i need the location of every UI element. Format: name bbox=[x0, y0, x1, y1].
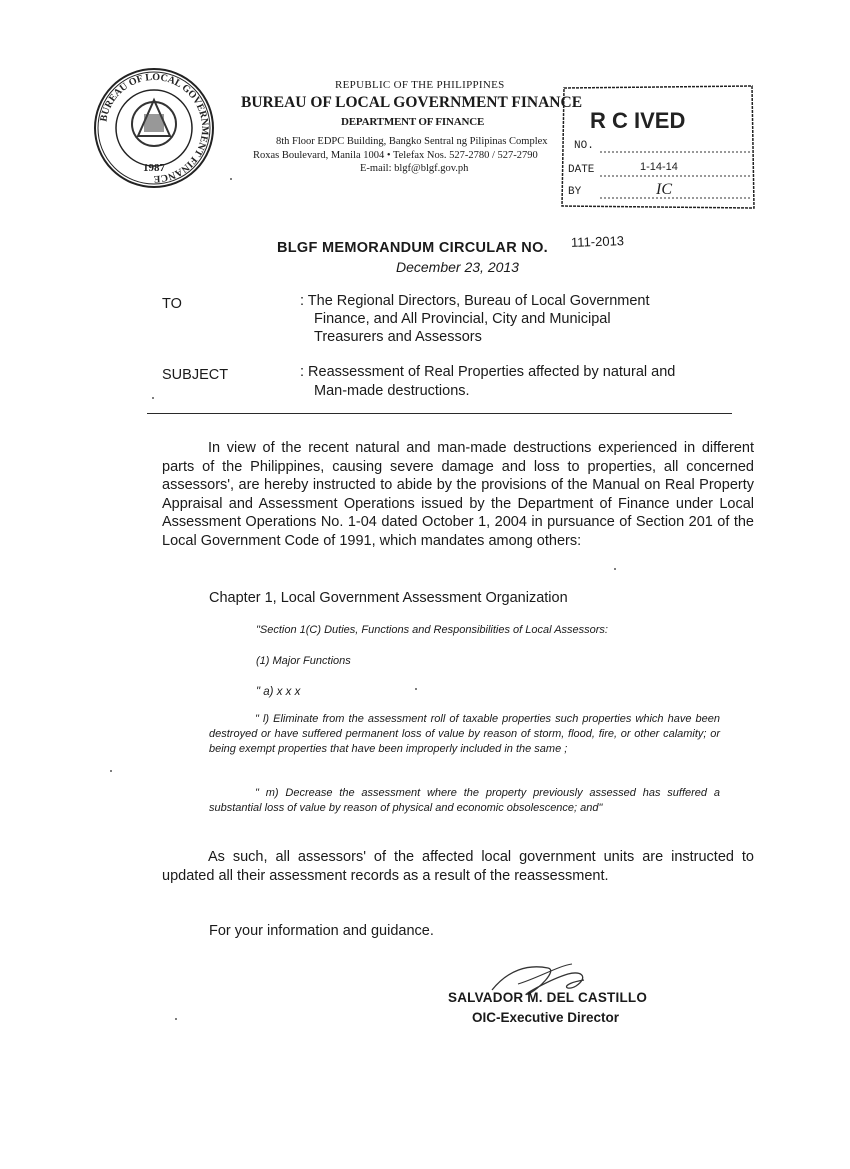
item-l: " l) Eliminate from the assessment roll of taxable properties such properties which have been destroyed or have suffered permanent loss of value by reason of storm, flood, fire, or other calamity; or being exempt properties that have been improperly included in the same ; bbox=[209, 713, 720, 755]
intro-paragraph: In view of the recent natural and man-made destructions experienced in different parts of the Philippines, causing severe damage and loss to properties, all concerned assessors', are hereby instructed to abide by the provisions of the Manual on Real Property Appraisal and Assessment Operations issued by the Department of Finance under Local Assessment Operations No. 1-04 dated October 1, 2004 in pursuance of Section 201 of the Local Government Code of 1991, which mandates among others: bbox=[162, 440, 754, 549]
scan-speck bbox=[110, 770, 112, 772]
item-a: " a) x x x bbox=[256, 686, 301, 698]
signatory-name: SALVADOR M. DEL CASTILLO bbox=[448, 990, 648, 1005]
scan-speck bbox=[175, 1018, 177, 1020]
circular-title: BLGF MEMORANDUM CIRCULAR NO. bbox=[277, 240, 548, 256]
chapter-heading: Chapter 1, Local Government Assessment Organization bbox=[209, 590, 568, 606]
divider-rule bbox=[147, 413, 732, 414]
to-label: TO bbox=[162, 296, 182, 312]
subject-line2: Man-made destructions. bbox=[314, 383, 470, 399]
subject-line1: : Reassessment of Real Properties affected by natural and bbox=[300, 364, 676, 380]
received-stamp bbox=[560, 84, 756, 212]
stamp-date-label: DATE bbox=[568, 164, 595, 176]
stamp-by-value: IC bbox=[656, 181, 672, 198]
section-heading: "Section 1(C) Duties, Functions and Responsibilities of Local Assessors: bbox=[256, 624, 608, 636]
header-republic: REPUBLIC OF THE PHILIPPINES bbox=[335, 79, 505, 91]
closing-paragraph: As such, all assessors' of the affected local government units are instructed to updated all their assessment records as a result of the reassessment. bbox=[162, 849, 754, 884]
signatory-title: OIC-Executive Director bbox=[472, 1010, 620, 1025]
header-address-line1: 8th Floor EDPC Building, Bangko Sentral ng Pilipinas Complex bbox=[276, 136, 548, 147]
item-m: " m) Decrease the assessment where the property previously assessed has suffered a substantial loss of value by reason of physical and economic obsolescence; and" bbox=[209, 787, 720, 814]
scan-speck bbox=[614, 568, 616, 570]
scan-speck bbox=[230, 178, 232, 180]
header-address-line2: Roxas Boulevard, Manila 1004 • Telefax Nos. 527-2780 / 527-2790 bbox=[253, 150, 538, 161]
to-line2: Finance, and All Provincial, City and Municipal bbox=[314, 311, 611, 327]
header-email: E-mail: blgf@blgf.gov.ph bbox=[360, 163, 469, 174]
scan-speck bbox=[152, 397, 154, 399]
stamp-by-label: BY bbox=[568, 186, 582, 198]
scan-speck bbox=[415, 688, 417, 690]
blgf-seal bbox=[92, 66, 216, 190]
stamp-date-value: 1-14-14 bbox=[640, 161, 678, 173]
to-line3: Treasurers and Assessors bbox=[314, 329, 482, 345]
stamp-no-label: NO. bbox=[574, 140, 594, 152]
major-functions: (1) Major Functions bbox=[256, 655, 351, 667]
circular-date: December 23, 2013 bbox=[396, 259, 519, 275]
seal-year: 1987 bbox=[143, 162, 165, 174]
stamp-heading: R C IVED bbox=[590, 108, 686, 133]
guidance-line: For your information and guidance. bbox=[209, 923, 434, 939]
subject-label: SUBJECT bbox=[162, 367, 229, 383]
circular-number: 111-2013 bbox=[570, 233, 625, 250]
header-department: DEPARTMENT OF FINANCE bbox=[341, 116, 485, 128]
to-line1: : The Regional Directors, Bureau of Local Government bbox=[300, 293, 650, 309]
header-bureau: BUREAU OF LOCAL GOVERNMENT FINANCE bbox=[241, 94, 583, 111]
seal-ring-text: BUREAU OF LOCAL GOVERNMENT FINANCE bbox=[98, 71, 211, 185]
